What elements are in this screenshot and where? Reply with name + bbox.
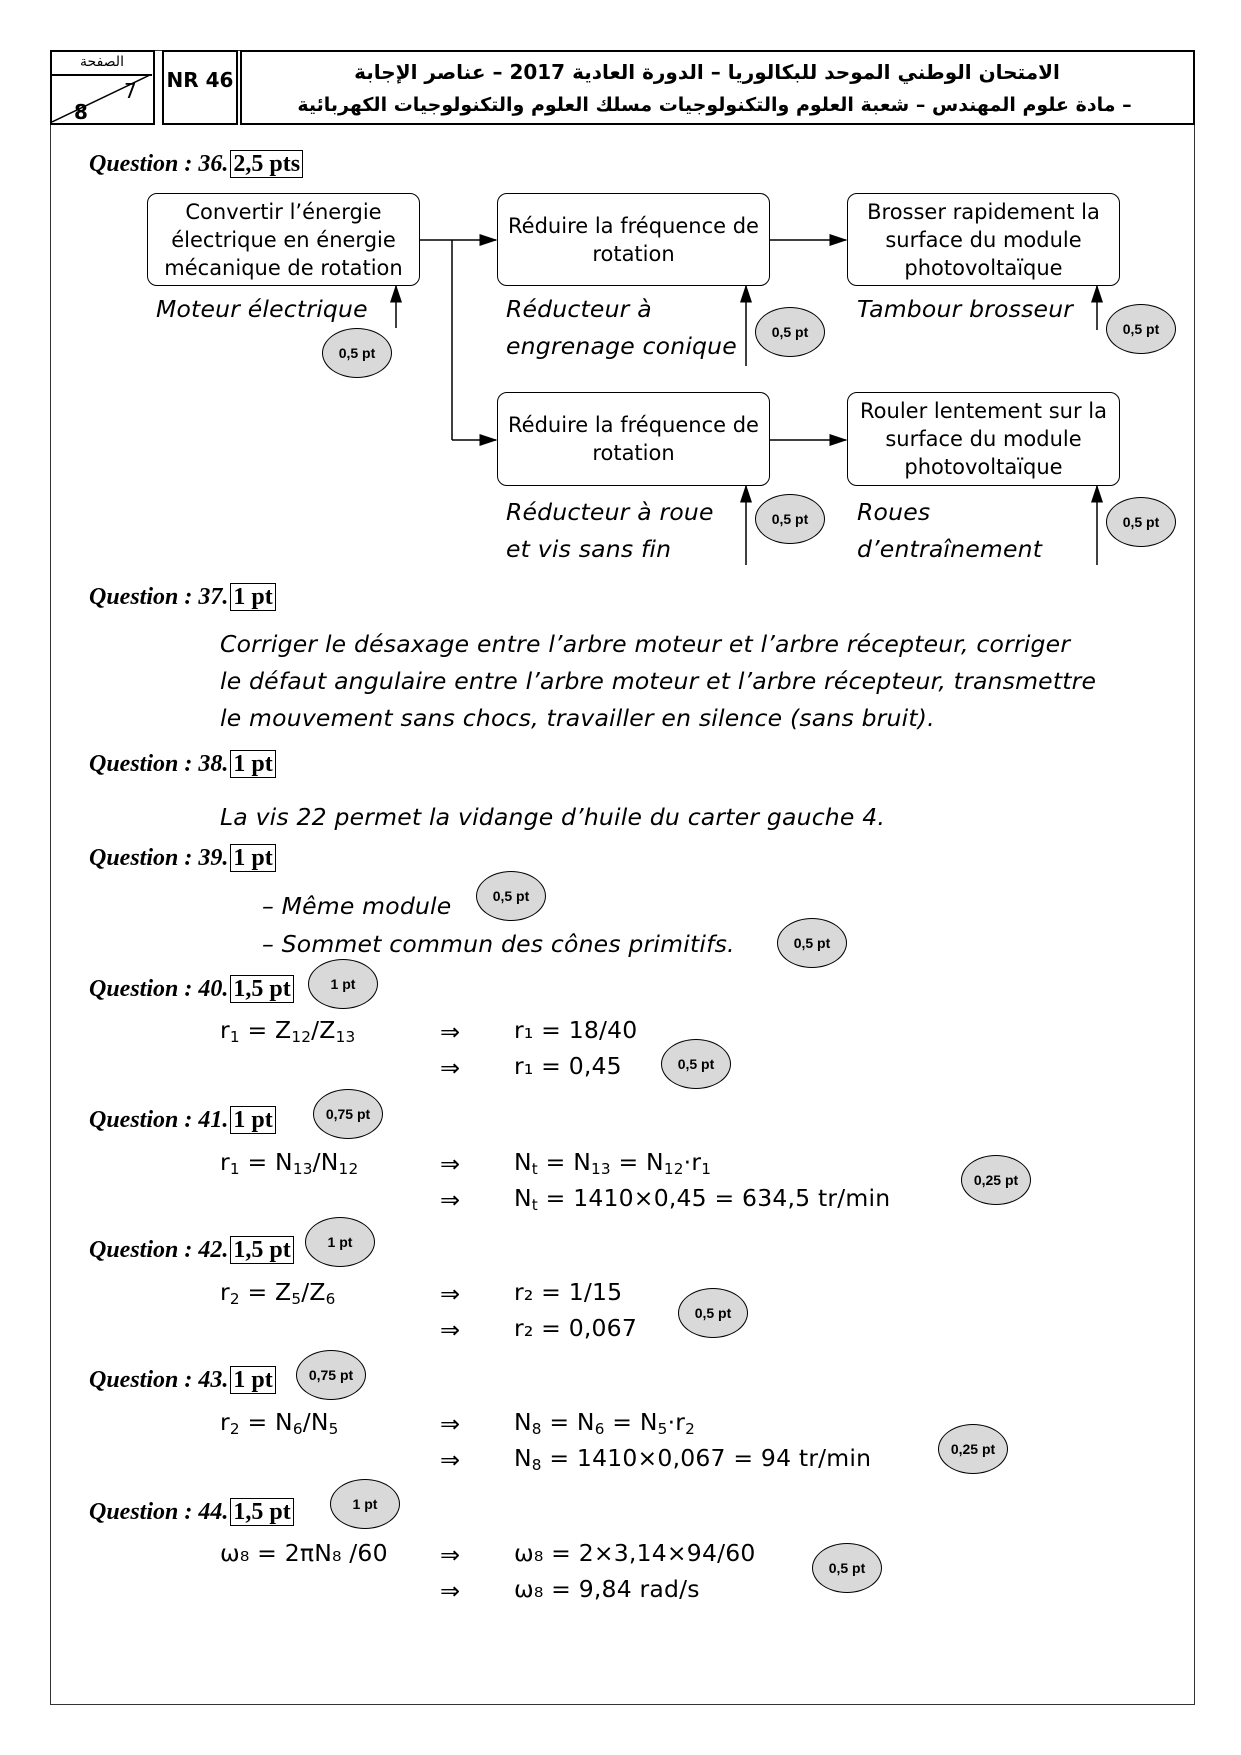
formula-41-3: $N_t = 1410\times 0,45 = 634,5$ tr/min	[514, 1184, 891, 1214]
answer-37-line2: le défaut angulaire entre l’arbre moteur et l’arbre récepteur, transmettre	[220, 667, 1097, 695]
question-40-number: Question : 40.	[89, 976, 229, 1002]
formula-44-2: ω₈ = 2×3,14×94/60	[514, 1539, 756, 1567]
solution-drive-wheels-line1: Roues	[857, 498, 931, 526]
implies-arrow: ⇒	[440, 1446, 461, 1474]
exam-title-line1: الامتحان الوطني الموحد للبكالوريا – الدورة العادية 2017 – عناصر الإجابة	[354, 60, 1060, 84]
solution-bevel-gear-line1: Réducteur à	[506, 295, 652, 323]
question-38-number: Question : 38.	[89, 751, 229, 777]
formula-43-3-value: = 1410×0,067 = 94 tr/min	[549, 1444, 872, 1472]
points-badge: 0,5 pt	[1106, 304, 1176, 354]
implies-arrow: ⇒	[440, 1150, 461, 1178]
formula-44-3: ω₈ = 9,84 rad/s	[514, 1575, 700, 1603]
implies-arrow: ⇒	[440, 1410, 461, 1438]
question-43-label	[89, 1367, 276, 1394]
points-badge: 0,25 pt	[961, 1155, 1031, 1205]
question-42-number: Question : 42.	[89, 1237, 229, 1263]
formula-42-2: r₂ = 1/15	[514, 1278, 623, 1306]
solution-worm-gear-line1: Réducteur à roue	[506, 498, 714, 526]
question-44-points: 1,5 pt	[230, 1498, 293, 1526]
question-39-number: Question : 39.	[89, 845, 229, 871]
implies-arrow: ⇒	[440, 1280, 461, 1308]
page-current: 7	[124, 79, 137, 103]
formula-43-1: $r_2 = N_6/N_5$	[220, 1408, 339, 1438]
formula-40-1: $r_1 = Z_{12}/Z_{13}$	[220, 1016, 356, 1046]
points-badge: 0,5 pt	[755, 307, 825, 357]
question-36-number: Question : 36.	[89, 151, 229, 177]
implies-arrow: ⇒	[440, 1577, 461, 1605]
points-badge: 0,5 pt	[812, 1543, 882, 1593]
question-38-label	[89, 751, 276, 778]
implies-arrow: ⇒	[440, 1186, 461, 1214]
points-badge: 0,75 pt	[296, 1350, 366, 1400]
points-badge: 0,75 pt	[313, 1089, 383, 1139]
question-37-label	[89, 584, 276, 611]
answer-39-item2: – Sommet commun des cônes primitifs.	[262, 930, 735, 958]
question-41-number: Question : 41.	[89, 1107, 229, 1133]
answer-38: La vis 22 permet la vidange d’huile du carter gauche 4.	[220, 803, 886, 831]
formula-40-3: r₁ = 0,45	[514, 1052, 622, 1080]
question-43-number: Question : 43.	[89, 1367, 229, 1393]
question-41-points: 1 pt	[230, 1106, 275, 1134]
points-badge: 0,5 pt	[1106, 497, 1176, 547]
question-42-points: 1,5 pt	[230, 1236, 293, 1264]
points-badge: 0,5 pt	[476, 871, 546, 921]
points-badge: 0,5 pt	[777, 918, 847, 968]
formula-42-3: r₂ = 0,067	[514, 1314, 637, 1342]
points-badge: 0,5 pt	[322, 328, 392, 378]
solution-drive-wheels-line2: d’entraînement	[857, 535, 1043, 563]
formula-40-2: r₁ = 18/40	[514, 1016, 638, 1044]
implies-arrow: ⇒	[440, 1316, 461, 1344]
implies-arrow: ⇒	[440, 1018, 461, 1046]
answer-37-line3: le mouvement sans chocs, travailler en silence (sans bruit).	[220, 704, 935, 732]
formula-41-2: $N_t = N_{13} = N_{12}\cdot r_1$	[514, 1148, 712, 1178]
solution-bevel-gear-line2: engrenage conique	[506, 332, 737, 360]
question-39-points: 1 pt	[230, 844, 275, 872]
page-total: 8	[74, 100, 88, 124]
question-40-points: 1,5 pt	[230, 975, 293, 1003]
solution-worm-gear-line2: et vis sans fin	[506, 535, 672, 563]
exam-code: NR 46	[166, 68, 234, 92]
formula-41-1: $r_1 = N_{13}/N_{12}$	[220, 1148, 359, 1178]
solution-electric-motor: Moteur électrique	[156, 295, 368, 323]
points-badge: 0,25 pt	[938, 1424, 1008, 1474]
answer-37-line1: Corriger le désaxage entre l’arbre moteur et l’arbre récepteur, corriger	[220, 630, 1071, 658]
question-41-label	[89, 1107, 276, 1134]
question-37-points: 1 pt	[230, 583, 275, 611]
formula-42-1: $r_2 = Z_5/Z_6$	[220, 1278, 336, 1308]
question-43-points: 1 pt	[230, 1366, 275, 1394]
question-44-number: Question : 44.	[89, 1499, 229, 1525]
question-40-label	[89, 976, 294, 1003]
question-44-label	[89, 1499, 294, 1526]
points-badge: 0,5 pt	[661, 1039, 731, 1089]
function-reduce-frequency-2: Réduire la fréquence de rotation	[497, 392, 770, 486]
solution-brush-drum: Tambour brosseur	[857, 295, 1074, 323]
implies-arrow: ⇒	[440, 1541, 461, 1569]
function-convert-energy: Convertir l’énergie électrique en énergie mécanique de rotation	[147, 193, 420, 286]
formula-41-3-value: = 1410×0,45 = 634,5 tr/min	[545, 1184, 891, 1212]
formula-43-2: $N_8 = N_6 = N_5\cdot r_2$	[514, 1408, 696, 1438]
points-badge: 0,5 pt	[678, 1288, 748, 1338]
points-badge: 0,5 pt	[755, 494, 825, 544]
function-reduce-frequency-1: Réduire la fréquence de rotation	[497, 193, 770, 286]
question-36-points: 2,5 pts	[230, 150, 303, 178]
points-badge: 1 pt	[330, 1479, 400, 1529]
answer-39-item1: – Même module	[262, 892, 452, 920]
question-38-points: 1 pt	[230, 750, 275, 778]
exam-title-line2: – مادة علوم المهندس – شعبة العلوم والتكنولوجيات مسلك العلوم والتكنولوجيات الكهربائية	[297, 94, 1132, 116]
formula-43-3: $N_8 = 1410\times 0,067 = 94$ tr/min	[514, 1444, 872, 1474]
question-42-label	[89, 1237, 294, 1264]
implies-arrow: ⇒	[440, 1054, 461, 1082]
function-roll-surface: Rouler lentement sur la surface du module photovoltaïque	[847, 392, 1120, 486]
formula-44-1: ω₈ = 2πN₈ /60	[220, 1539, 388, 1567]
function-brush-surface: Brosser rapidement la surface du module photovoltaïque	[847, 193, 1120, 286]
question-39-label	[89, 845, 276, 872]
points-badge: 1 pt	[305, 1217, 375, 1267]
page-word: الصفحة	[80, 54, 124, 70]
points-badge: 1 pt	[308, 959, 378, 1009]
question-37-number: Question : 37.	[89, 584, 229, 610]
